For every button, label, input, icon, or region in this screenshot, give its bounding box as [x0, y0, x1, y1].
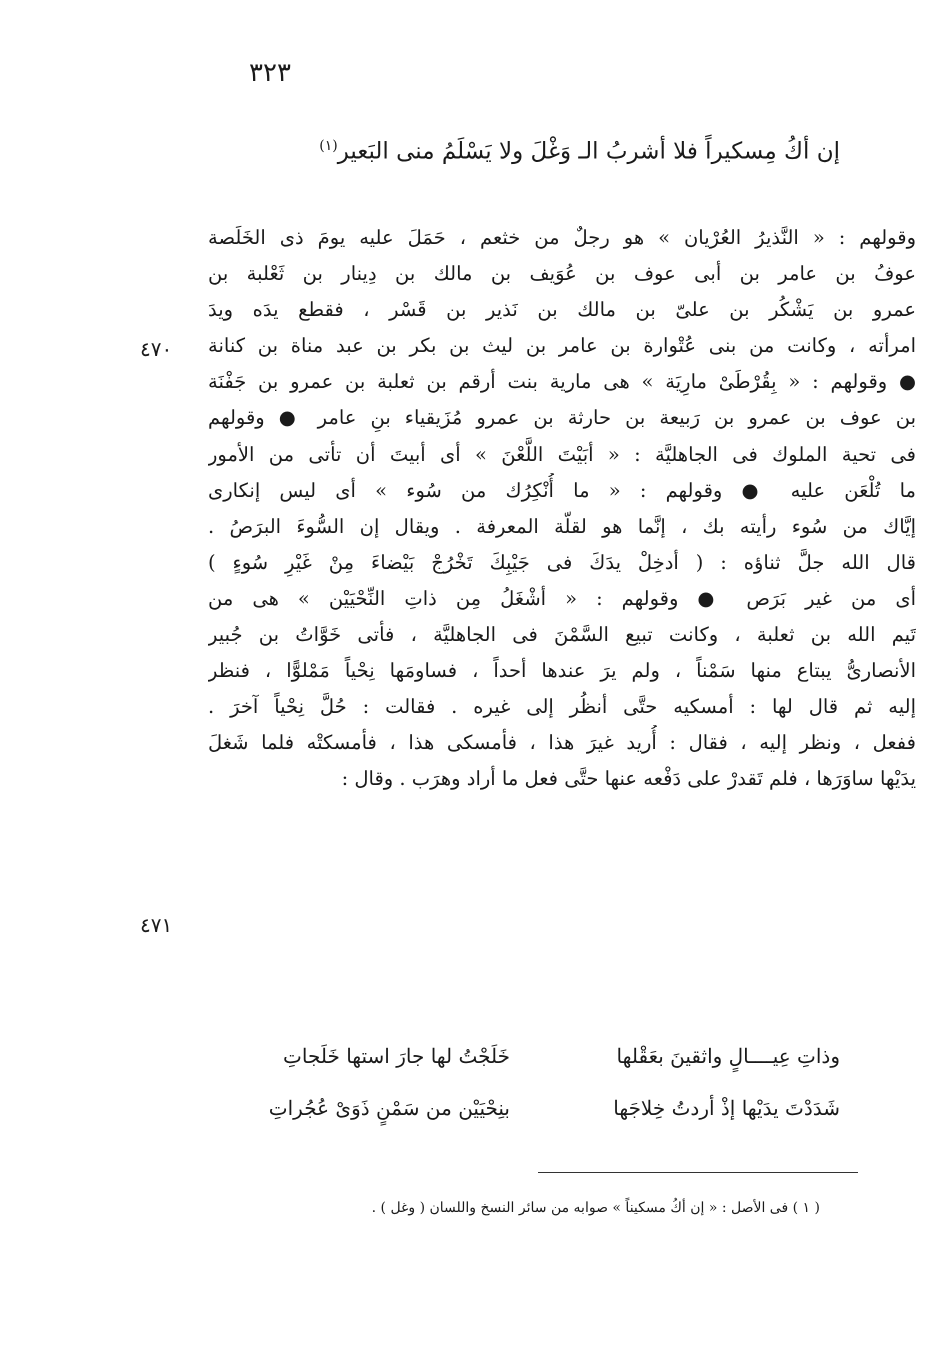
text-line: عمرو بن يَشْكُر بن علىّ بن مالك بن نَذير بن قَسْر ، فقطع يدَه ويدَ — [208, 298, 916, 322]
poem-second-hemistich: خَلَجْتُ لها جارَ استها خَلَجاتِ — [283, 1044, 510, 1068]
text-line: عوفُ بن عامر بن أبى عوف بن عُوَيف بن مالك بن دِينار بن ثَعْلبة بن — [208, 262, 916, 286]
poem-verse — [230, 1082, 840, 1134]
text-line: أى من غير بَرَص ● وقولهم : « أشْغَلُ مِن ذاتِ النِّحْيَيْن » هى من — [208, 586, 916, 610]
text-line: ما تُلْعَن عليه ● وقولهم : « ما أُنْكِرُك من سُوء » أى ليس إنكارى — [208, 478, 916, 502]
text-line: ● وقولهم : « بِقُرْطَىْ مارِيَة » هى مارية بنت أرقم بن ثعلبة بن عمرو بن جَفْنَة — [208, 370, 916, 394]
text-line: بن عوف بن عمرو بن رَبيعة بن حارثة بن عمرو مُزَيقياء بنِ عامر ● وقولهم — [208, 406, 916, 430]
footnote-divider — [538, 1172, 858, 1173]
opening-verse-text: إن أكُ مِسكيراً فلا أشربُ الـ وَغْلَ ولا يَسْلَمُ منى البَعير — [337, 138, 840, 165]
footnote: ( ١ ) فى الأصل : « إن أكُ مسكيناً » صوابه من سائر النسخ واللسان ( وغل ) . — [371, 1200, 820, 1216]
poem — [230, 1030, 840, 1134]
text-line: إليه ثم قال لها : أمسكيه حتَّى أنظُر إلى غيره . فقالت : حُلَّ نِحْياً آخرَ . — [208, 695, 916, 719]
margin-number: ٤٧٠ — [140, 337, 173, 361]
footnote-marker: (١) — [319, 138, 338, 154]
margin-number: ٤٧١ — [140, 913, 173, 937]
poem-first-hemistich: شَدَدْتَ يدَيْها إذْ أردتُ خِلاجَها — [613, 1096, 840, 1120]
opening-verse — [240, 138, 840, 165]
body-text — [208, 220, 916, 798]
text-line: إيَّاك من سُوء رأيته بك ، إنَّما هو لقلّة المعرفة . ويقال إن السُّوءَ البرَصُ . — [208, 514, 916, 538]
text-line: الأنصارىُّ يبتاع منها سَمْناً ، ولم يرَ عندها أحداً ، فساومَها نِحْياً مَمْلوًّا ، فنظر — [208, 659, 916, 683]
text-line: تَيم الله بن ثعلبة ، وكانت تبيع السَّمْنَ فى الجاهليَّة ، فأتى خَوَّاتُ بن جُبير — [208, 623, 916, 647]
poem-first-hemistich: وذاتِ عِيــــالٍ واثقينَ بعَقْلها — [616, 1044, 840, 1068]
page-number: ٣٢٣ — [249, 58, 291, 88]
poem-second-hemistich: بنِحْيَيْن من سَمْنٍ ذَوَىْ عُجُراتِ — [268, 1096, 510, 1120]
text-line: ففعل ، ونظر إليه ، فقال : أُريد غيرَ هذا ، فأمسكى هذا ، فأمسكتْه فلما شَغلَ — [208, 731, 916, 755]
text-line: امرأته ، وكانت من بنى عُتْوارة بن عامر بن ليث بن بكر بن عبد مناة بن كنانة — [208, 334, 916, 358]
poem-verse — [230, 1030, 840, 1082]
text-line: قال الله جلَّ ثناؤه : ( أدخِلْ يدَكَ فى جَيْبِكَ تَخْرُجْ بَيْضاءَ مِنْ غَيْرِ سُوءٍ ) — [208, 550, 916, 574]
text-line: وقولهم : « النَّذيرُ العُرْيان » هو رجلٌ من خثعم ، حَمَلَ عليه يومَ ذى الخَلَصة — [208, 226, 916, 249]
text-line: يدَيْها ساوَرَها ، فلم تَقدرْ على دَفْعه عنها حتَّى فعل ما أراد وهرَب . وقال : — [341, 767, 916, 791]
text-line: فى تحية الملوك فى الجاهليَّة : « أبَيْتَ اللَّعْنَ » أى أبيتَ أن تأتى من الأمور — [208, 442, 916, 466]
